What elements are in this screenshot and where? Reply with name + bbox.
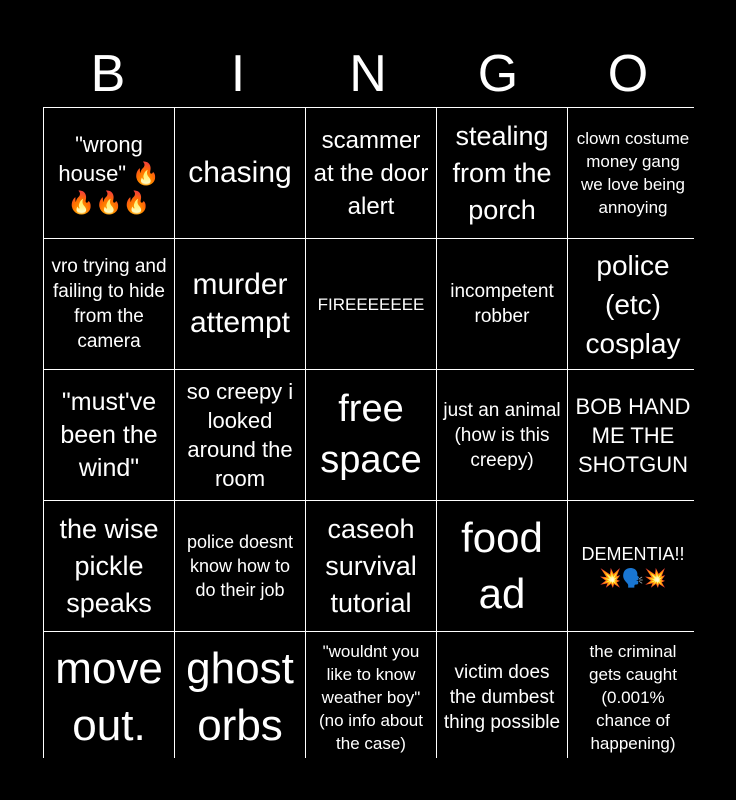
bingo-cell-r4-c1[interactable] [44,501,174,631]
bingo-cell-r5-c4[interactable] [437,632,567,762]
bingo-cell-r4-c4[interactable] [437,501,567,631]
bingo-cell-r3-c1[interactable] [44,370,174,500]
bingo-cell-r5-c3[interactable] [306,632,436,762]
bingo-cell-r1-c5[interactable] [568,108,698,238]
bingo-cell-r3-c3[interactable] [306,370,436,500]
cell-label: free space [320,388,422,481]
cell-label: scammer at the door alert [313,126,429,220]
header-letter-b: B [90,45,126,103]
cell-label: FIREEEEEEE [317,294,425,314]
cell-label: the wise pickle speaks [59,513,159,618]
bingo-cell-r5-c1[interactable] [44,632,174,762]
cell-label: "must've been the wind" [60,387,158,482]
header-letter-n: N [349,45,387,103]
cell-label: so creepy i looked around the room [186,379,294,491]
bingo-cell-r2-c2[interactable] [175,239,305,369]
cell-label: chasing [188,156,292,189]
bingo-cell-r1-c1[interactable] [44,108,174,238]
bingo-cell-r2-c1[interactable] [44,239,174,369]
cell-label: vro trying and failing to hide from the camera [51,256,167,352]
cell-label: victim does the dumbest thing possible [443,661,561,733]
bingo-board [43,107,694,758]
cell-label: murder attempt [189,268,291,339]
bingo-cell-r4-c5[interactable] [568,501,698,631]
cell-label: clown costume money gang we love being annoying [576,129,690,217]
cell-label: incompetent robber [450,281,554,327]
cell-label: BOB HAND ME THE SHOTGUN [575,393,691,477]
cell-label: ghost orbs [186,644,294,750]
header-letter-o: O [607,45,649,103]
header-letter-i: I [230,45,246,103]
bingo-cell-r2-c3[interactable] [306,239,436,369]
bingo-cell-r2-c4[interactable] [437,239,567,369]
cell-label: police doesnt know how to do their job [186,532,294,600]
cell-label: "wouldnt you like to know weather boy" (no info about the case) [319,641,423,753]
bingo-cell-r3-c5[interactable] [568,370,698,500]
cell-label: caseoh survival tutorial [325,513,417,618]
bingo-cell-r4-c3[interactable] [306,501,436,631]
bingo-header [43,40,693,108]
cell-label: the criminal gets caught (0.001% chance of happening) [589,641,677,753]
bingo-cell-r3-c4[interactable] [437,370,567,500]
bingo-cell-r5-c5[interactable] [568,632,698,762]
cell-label: DEMENTIA!! 💥🗣️💥 [581,544,685,588]
bingo-cell-r5-c2[interactable] [175,632,305,762]
cell-label: food ad [461,514,543,617]
cell-label: move out. [55,644,163,750]
cell-label: stealing from the porch [452,120,552,225]
bingo-cell-r1-c4[interactable] [437,108,567,238]
header-letter-g: G [477,45,519,103]
cell-label: just an animal (how is this creepy) [443,399,561,471]
bingo-cell-r2-c5[interactable] [568,239,698,369]
bingo-cell-r3-c2[interactable] [175,370,305,500]
bingo-cell-r1-c2[interactable] [175,108,305,238]
bingo-cell-r1-c3[interactable] [306,108,436,238]
bingo-cell-r4-c2[interactable] [175,501,305,631]
cell-label: police (etc) cosplay [585,249,681,359]
cell-label: "wrong house" 🔥🔥🔥🔥 [58,131,160,215]
